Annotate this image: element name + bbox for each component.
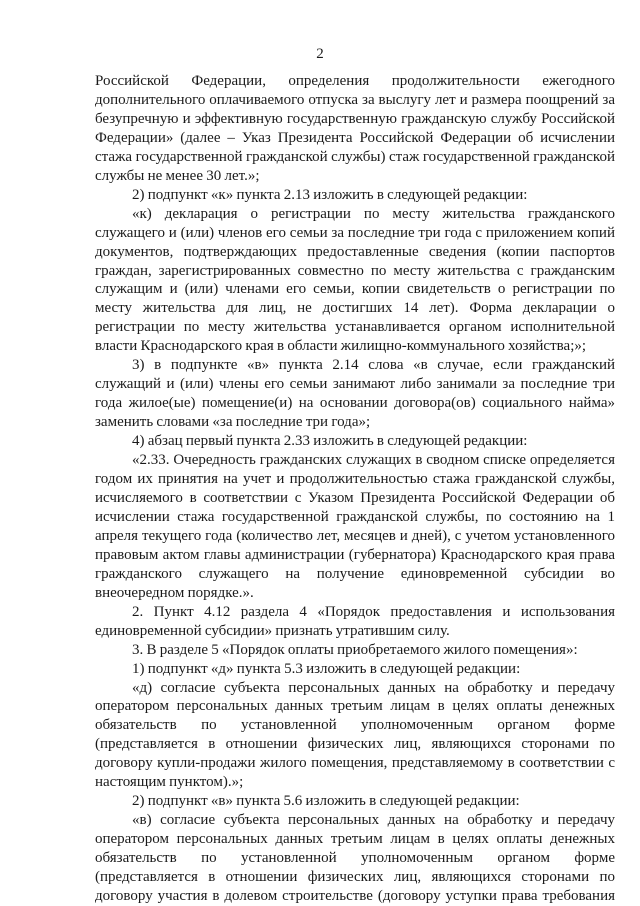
page-number: 2 — [316, 46, 324, 62]
paragraph-2: 2) подпункт «к» пункта 2.13 изложить в следующей редакции: — [132, 186, 528, 203]
document-body — [95, 72, 615, 906]
paragraph-7: 2. Пункт 4.12 раздела 4 «Порядок предоставления и использования единовременной субсидии» признать утратившим силу. — [95, 603, 615, 639]
paragraph-10: «д) согласие субъекта персональных данных на обработку и передачу оператором персональных данных третьим лицам в целях оплаты денежных обязательств по установленной уполномоченным органом форме (представляется в отношении физических лиц, являющихся сторонами по договору купли-продажи жилого помещения, представляемому в соответствии с настоящим пунктом).»; — [95, 679, 615, 791]
paragraph-6: «2.33. Очередность гражданских служащих в сводном списке определяется годом их принятия на учет и продолжительностью стажа гражданской службы, исчисляемого в соответствии с Указом Президента Российской Федерации об исчислении стажа государственной гражданской службы, по состоянию на 1 апреля текущего года (количество лет, месяцев и дней), с учетом установленного правовым актом главы администрации (губернатора) Краснодарского края права гражданского служащего на получение единовременной субсидии во внеочередном порядке.». — [95, 452, 615, 601]
paragraph-11: 2) подпункт «в» пункта 5.6 изложить в следующей редакции: — [132, 793, 520, 810]
paragraph-5: 4) абзац первый пункта 2.33 изложить в следующей редакции: — [132, 433, 528, 450]
paragraph-4: 3) в подпункте «в» пункта 2.14 слова «в случае, если гражданский служащий и (или) члены его семьи занимают либо занимали за последние три года жилое(ые) помещение(и) на основании договора(ов) социального найма» заменить словами «за последние три года»; — [95, 357, 615, 431]
paragraph-3: «к) декларация о регистрации по месту жительства гражданского служащего и (или) членов его семьи за последние три года с приложением копий документов, подтверждающих предоставленные сведения (копии паспортов граждан, зарегистрированных совместно по месту жительства с гражданским служащим и (или) членами его семьи, копии свидетельств о регистрации по месту жительства для лиц, не достигших 14 лет). Форма декларации о регистрации по месту жительства устанавливается органом исполнительной власти Краснодарского края в области жилищно-коммунального хозяйства;»; — [95, 205, 615, 355]
paragraph-8: 3. В разделе 5 «Порядок оплаты приобретаемого жилого помещения»: — [132, 641, 578, 658]
paragraph-9: 1) подпункт «д» пункта 5.3 изложить в следующей редакции: — [132, 660, 521, 677]
paragraph-1: Российской Федерации, определения продолжительности ежегодного дополнительного оплачиваемого отпуска за выслугу лет и размера поощрений за безупречную и эффективную государственную гражданскую службу Российской Федерации» (далее – Указ Президента Российской Федерации об исчислении стажа государственной гражданской службы) стаж государственной гражданской службы не менее 30 лет.»; — [95, 73, 615, 184]
paragraph-12: «в) согласие субъекта персональных данных на обработку и передачу оператором персональных данных третьим лицам в целях оплаты денежных обязательств по установленной уполномоченным органом форме (представляется в отношении физических лиц, являющихся сторонами по договору участия в долевом строительстве (договору уступки права требования — [95, 812, 615, 904]
